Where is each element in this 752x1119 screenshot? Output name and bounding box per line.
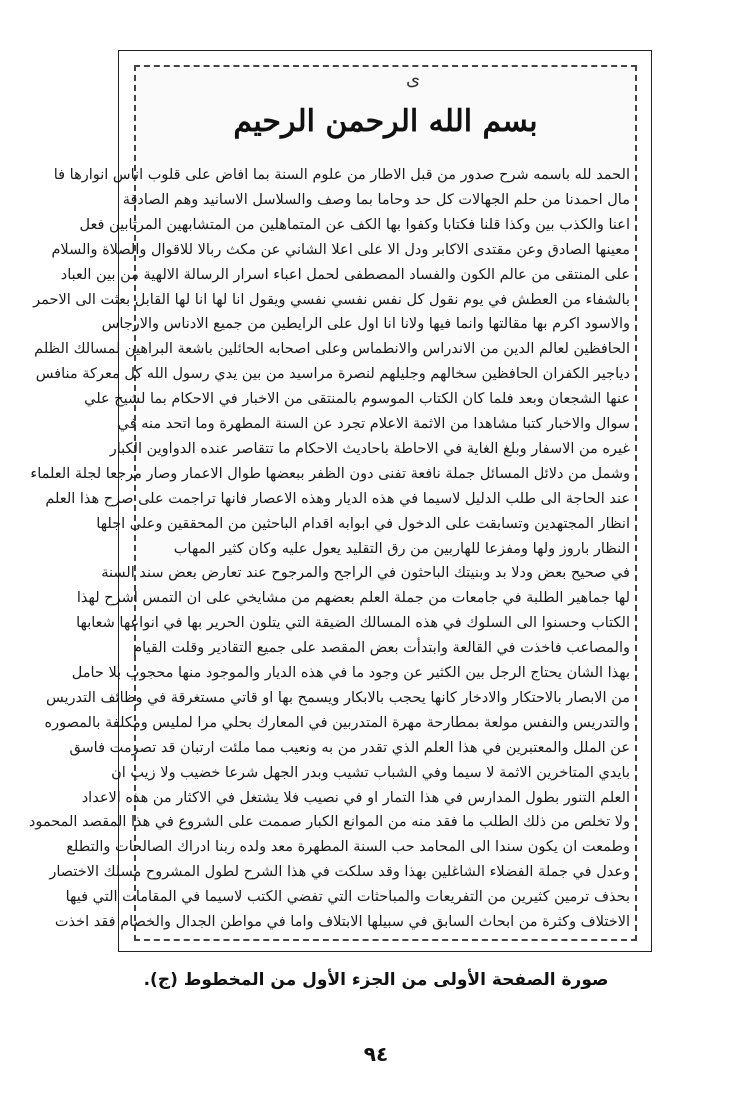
manuscript-line: معينها الصادق وعن مقتدى الاكابر ودل الا على اعلا الشاني عن مكث ربالا للاقوال والصلاة والسلام: [51, 241, 630, 258]
manuscript-line: بايدي المتاخرين الاثمة لا سيما وفي الشباب تشيب وبدر الجهل شرعا خضيب ولا زيب ان: [111, 764, 630, 781]
manuscript-line: اعنا والكذب بين وكذا قلنا فكتابا وكفوا بها الكف عن المتماهلين من المتشابهين المرتابين فعل: [79, 216, 630, 233]
manuscript-line: الكتاب وحسنوا الى السلوك في هذه المسالك الضيقة التي يتلون الحرير بها في انواعها شعابها: [76, 615, 630, 632]
manuscript-line: بهذا الشان يحتاج الرجل بين الكثير عن وجود ما في هذه الديار والموجود منها محجوب بلا حامل: [71, 665, 630, 681]
manuscript-line: الحمد لله باسمه شرح صدور من قبل الاطار من علوم السنة بما افاض على قلوب اناس انوارها فا: [53, 167, 630, 183]
manuscript-line: سوال والاخبار كتبا مشاهدا من الاثمة الاعلام تجرد عن السنة المطهرة وما اتحد منه في: [117, 416, 630, 432]
basmala-heading: بسم الله الرحمن الرحيم: [233, 104, 538, 139]
manuscript-line: عن الملل والمعتبرين في هذا العلم الذي تقدر من به ونعيب مما ملئت ارتبان قد تصرمت فاسق: [69, 739, 630, 756]
folio-mark: ى: [406, 69, 421, 90]
manuscript-line: وشمل من دلائل المسائل جملة نافعة تفنى دون الظفر ببعضها طوال الاعمار وصار مرجعا لجلة العلماء: [30, 465, 630, 482]
manuscript-line: عند الحاجة الى طلب الدليل لاسيما في هذه الديار وهذه الاعصار فانها تراجمت على صرح هذا العلم: [45, 490, 630, 507]
manuscript-line: والاسود اكرم بها مقالتها وانما فيها ولانا انا اول على الرايطين من جميع الادناس والارجاس: [101, 316, 630, 333]
manuscript-line: بحذف ترمين كثيرين من التفريعات والمباحثات التي تفضي الكتب لاسيما في المقامات التي فيها: [65, 889, 630, 906]
manuscript-line: الحافظين لعالم الدين من الاندراس والانطماس وعلى اصحابه الحائلين باشعة البراهين لمسالك الظلم: [34, 341, 630, 358]
manuscript-line: دياجير الكفران الحافظين سخالهم وجليلهم لنصرة مراسيد من بين يدي رسول الله كل معركة منافس: [35, 366, 630, 383]
manuscript-image-frame: [28, 50, 652, 952]
manuscript-line: وعدل في جملة الفضلاء الشاغلين بهذا وقد سلكت في هذا الشرح لطول المشروح مسلك الاختصار: [49, 864, 630, 881]
manuscript-line: في صحيح بعض ودلا بد وبنيتك الباحثون في الراجح والمرجوح عند تعارض بعض سند السنة: [101, 565, 630, 582]
manuscript-line: والتدريس والنفس مولعة بمطارحة مهرة المتدربين في المعارك بحلي مرا لمليس ومكلفة بالمصوره: [44, 714, 630, 731]
manuscript-line: انظار المجتهدين وتسابقت على الدخول في ابوابه اقدام الباحثين من المحققين وعلى اجلها: [96, 515, 630, 532]
manuscript-line: النظار باروز ولها ومفزعا للهاربين من رق التقليد يعول عليه وكان كثير المهاب: [173, 540, 630, 557]
figure-caption: صورة الصفحة الأولى من الجزء الأول من المخطوط (ج).: [143, 970, 609, 990]
manuscript-line: والمصاعب فاخذت في القالعة وابتدأت بعض المقصد على جميع التقادير وقلت القيام: [133, 640, 630, 657]
manuscript-line: الاختلاف وكثرة من ابحاث السابق في سبيلها الابتلاف واما في مواطن الجدال والخصام فقد اخذت: [54, 914, 630, 930]
manuscript-line: بالشفاء من العطش في يوم نقول كل نفس نفسي نفسي ويقول انا لها انا لها القابل بعثت الى الاحمر: [33, 291, 630, 308]
manuscript-line: لها جماهير الطلبة في جامعات من جملة العلم بعضهم من مشايخي على ان التمس اشرح لهذا: [76, 590, 630, 607]
manuscript-line: وطمعت ان يكون سندا الى المحامد حب السنة المطهرة معد ولده ربنا ادراك الصالحات والتطلع: [66, 839, 630, 856]
manuscript-line: ولا تخلص من ذلك الطلب ما فقد منه من الموانع الكبار صممت على الشروع في هذا المقصد المحمود: [28, 814, 630, 831]
manuscript-line: عنها الشجعان وبعد فلما كان الكتاب الموسوم بالمنتقى من الاخبار في الاحكام بما لشيخ علي: [84, 391, 630, 408]
page-number: ٩٤: [363, 1042, 389, 1066]
manuscript-line: العلم التنور بطول المدارس في هذا التمار او في نصيب فلا يشتغل في الاكثار من هذه الاعداد: [81, 789, 630, 806]
manuscript-line: مال احمدنا من حلم الجهالات كل حد وحاما بما وصف والسلاسل الاسانيد وهم الصادقة: [122, 191, 630, 208]
manuscript-line: من الابصار بالاحتكار والادخار كانها يحجب بالابكار ويسمح بها او قاتي مستغرقة في وظائف التدريس: [45, 689, 630, 706]
manuscript-line: غيره من الاسفار وبلغ الغاية في الاحاطة باحاديث الاحكام ما تتقاصر عنده الدواوين الكبار: [109, 440, 630, 457]
manuscript-line: على المنتقى من عالم الكون والفساد المصطفى لحمل اعباء اسرار الرسالة الالهية من بين العباد: [60, 266, 630, 283]
manuscript-page: [28, 65, 637, 941]
